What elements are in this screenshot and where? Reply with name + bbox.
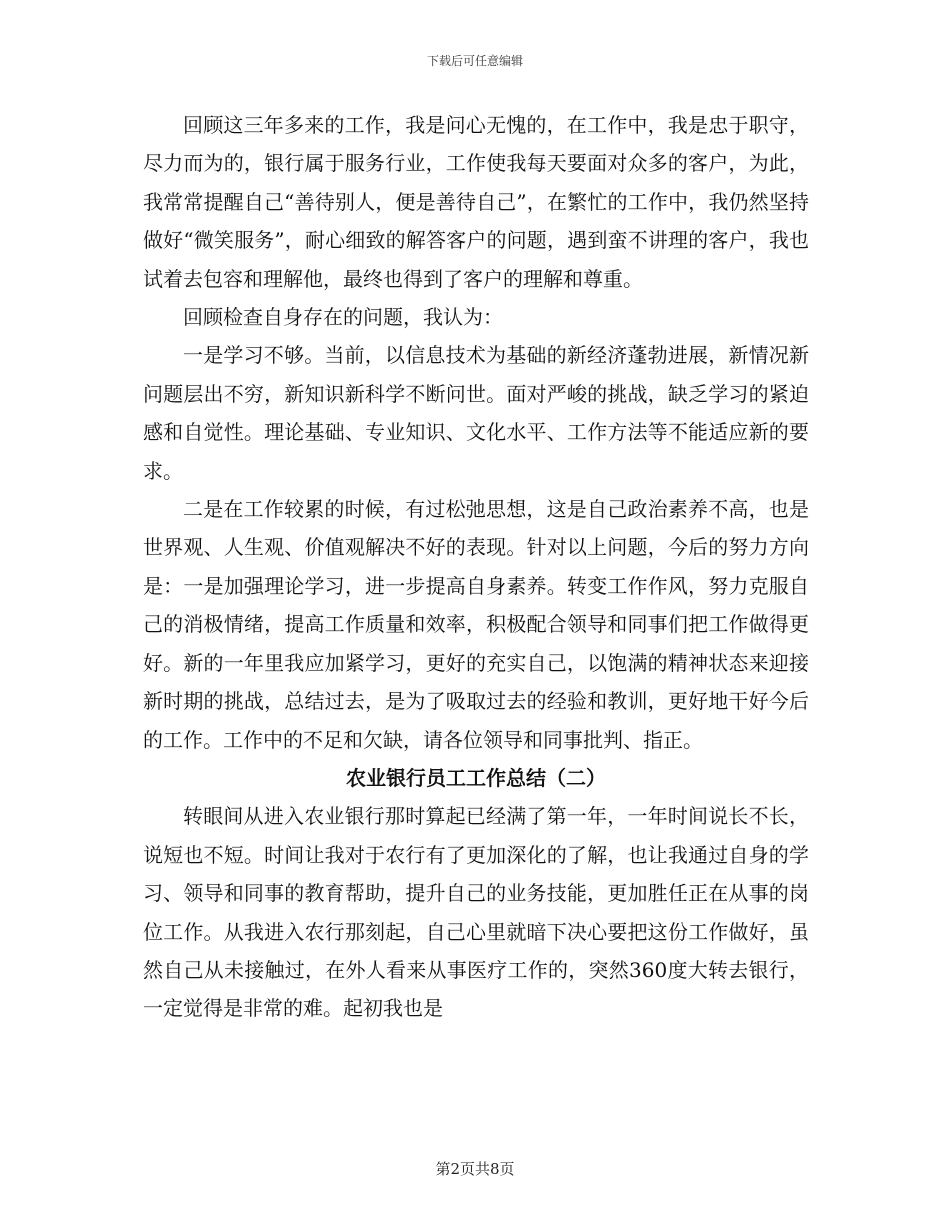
paragraph-first-year: 转眼间从进入农业银行那时算起已经满了第一年，一年时间说长不长，说短也不短。时间让我对于农行有了更加深化的了解，也让我通过自身的学习、领导和同事的教育帮助，提升自己的业务技能，更加胜任正在从事的岗位工作。从我进入农行那刻起，自己心里就暗下决心要把这份工作做好，虽然自己从未接触过，在外人看来从事医疗工作的，突然360度大转去银行，一定觉得是非常的难。起初我也是 (143, 804, 809, 1021)
paragraph-self-check: 回顾检查自身存在的问题，我认为： (183, 305, 503, 330)
paragraph-issue-one: 一是学习不够。当前，以信息技术为基础的新经济蓬勃进展，新情况新问题层出不穷，新知识新科学不断问世。面对严峻的挑战，缺乏学习的紧迫感和自觉性。理论基础、专业知识、文化水平、工作方法等不能适应新的要求。 (143, 343, 809, 483)
document-body (143, 106, 809, 1028)
paragraph-issue-two: 二是在工作较累的时候，有过松弛思想，这是自己政治素养不高，也是世界观、人生观、价值观解决不好的表现。针对以上问题，今后的努力方向是：一是加强理论学习，进一步提高自身素养。转变工作作风，努力克服自己的消极情绪，提高工作质量和效率，积极配合领导和同事们把工作做得更好。新的一年里我应加紧学习，更好的充实自己，以饱满的精神状态来迎接新时期的挑战，总结过去，是为了吸取过去的经验和教训，更好地干好今后的工作。工作中的不足和欠缺，请各位领导和同事批判、指正。 (143, 497, 809, 752)
page-header-note: 下载后可任意编辑 (426, 54, 523, 68)
paragraph-review: 回顾这三年多来的工作，我是问心无愧的，在工作中，我是忠于职守，尽力而为的，银行属于服务行业，工作使我每天要面对众多的客户，为此，我常常提醒自己“善待别人，便是善待自己”，在繁忙的工作中，我仍然坚持做好“微笑服务”，耐心细致的解答客户的问题，遇到蛮不讲理的客户，我也试着去包容和理解他，最终也得到了客户的理解和尊重。 (143, 113, 809, 291)
section-heading: 农业银行员工工作总结（二） (346, 765, 606, 790)
page-number-footer: 第2页共8页 (435, 1160, 515, 1178)
